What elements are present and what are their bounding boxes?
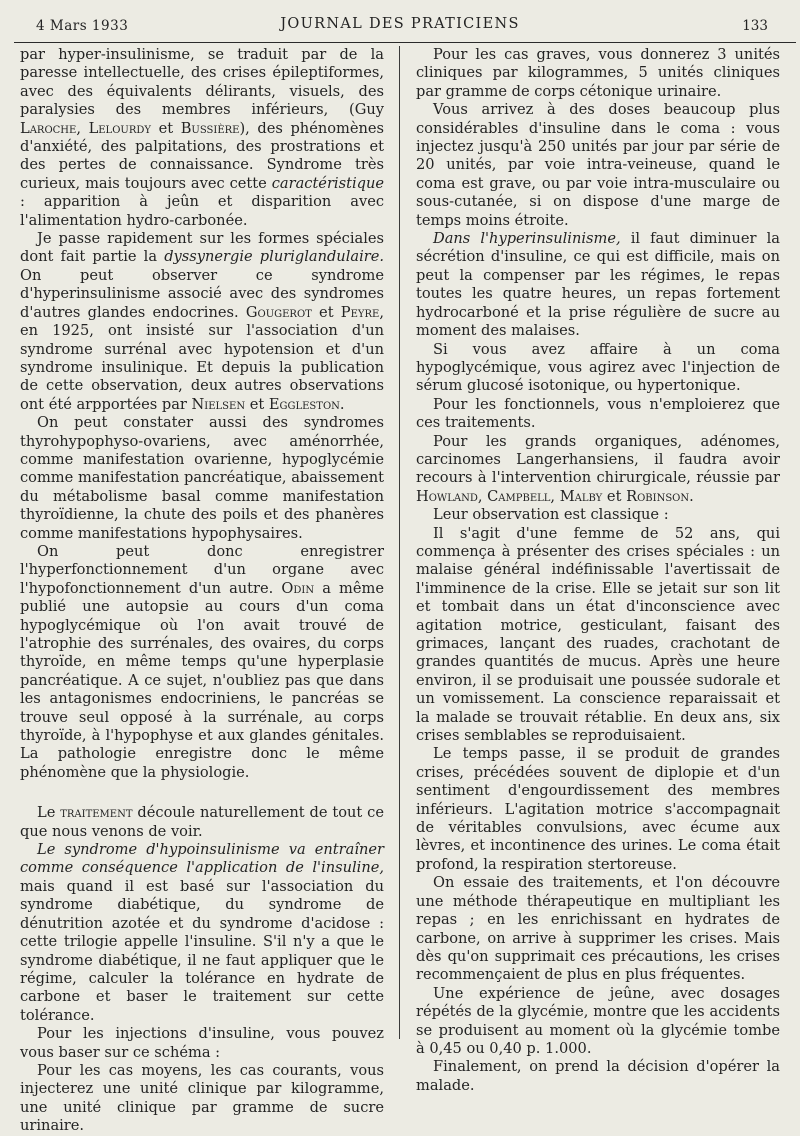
- column-divider: [399, 46, 400, 1039]
- left-column: [20, 46, 384, 1136]
- paragraph: On essaie des traitements, et l'on découvre une méthode thérapeutique en multipliant les repas ; en les enrichissant en hydrates de carbone, on arrive à supprimer les crises. Mais dès qu'on supprimait ces précautions, les crises recommençaient de plus en plus fréquentes.: [416, 874, 780, 984]
- paragraph: Le traitement découle naturellement de tout ce que nous venons de voir.: [20, 804, 384, 840]
- paragraph: Finalement, on prend la décision d'opérer la malade.: [416, 1058, 780, 1094]
- paragraph: par hyper-insulinisme, se traduit par de la paresse intellectuelle, des crises épileptiformes, avec des équivalents délirants, visuels, des paralysies des membres inférieurs, (Guy Laroche, Lelourdy et Bussière), des phénomènes d'anxiété, des palpitations, des prostrations et des pertes de connaissance. Syndrome très curieux, mais toujours avec cette caractéristique : apparition à jeûn et disparition avec l'alimentation hydro-carbonée.: [20, 46, 385, 229]
- paragraph: Vous arrivez à des doses beaucoup plus considérables d'insuline dans le coma : vous injectez jusqu'à 250 unités par jour par série de 20 unités, par voie intra-veineuse, quand le coma est grave, ou par voie intra-musculaire ou sous-cutanée, si on dispose d'une marge de temps moins étroite.: [416, 101, 780, 229]
- page-number: 133: [742, 18, 768, 34]
- paragraph: Dans l'hyperinsulinisme, il faut diminuer la sécrétion d'insuline, ce qui est difficile, mais on peut la compenser par les régimes, le repas toutes les quatre heures, un repas fortement hydrocarboné et la prise régulière de sucre au moment des malaises.: [416, 230, 780, 340]
- journal-title: JOURNAL DES PRATICIENS: [280, 16, 520, 32]
- paragraph: Si vous avez affaire à un coma hypoglycémique, vous agirez avec l'injection de sérum glucosé isotonique, ou hypertonique.: [416, 340, 780, 395]
- header-rule: [14, 42, 796, 43]
- paragraph: Pour les cas moyens, les cas courants, vous injecterez une unité clinique par kilogramme, une unité clinique par gramme de sucre urinaire.: [20, 1061, 384, 1135]
- page-header: [0, 14, 800, 38]
- paragraph: Il s'agit d'une femme de 52 ans, qui commença à présenter des crises spéciales : un malaise général indéfinissable l'avertissait de l'imminence de la crise. Elle se jetait sur son lit et tombait dans un état d'inconscience avec agitation motrice, gesticulant, faisant des grimaces, lançant des ruades, crachotant de grandes quantités de mucus. Après une heure environ, il se produisait une poussée sudorale et un vomissement. La conscience reparaissait et la malade se trouvait rétablie. En deux ans, six crises semblables se reproduisaient.: [416, 524, 780, 745]
- paragraph: Je passe rapidement sur les formes spéciales dont fait partie la dyssynergie pluriglandulaire. On peut observer ce syndrome d'hyperinsulinisme associé avec des syndromes d'autres glandes endocrines. Gougerot et Peyre, en 1925, ont insisté sur l'association d'un syndrome surrénal avec hypotension et d'un syndrome insulinique. Et depuis la publication de cette observation, deux autres observations ont été arpportées par Nielsen et Eggleston.: [20, 230, 384, 413]
- paragraph: Leur observation est classique :: [433, 506, 669, 524]
- paragraph: Pour les cas graves, vous donnerez 3 unités cliniques par kilogrammes, 5 unités cliniques par gramme de corps cétonique urinaire.: [416, 46, 780, 100]
- paragraph: Pour les fonctionnels, vous n'emploierez que ces traitements.: [416, 395, 780, 432]
- paragraph: On peut constater aussi des syndromes thyrohypophyso-ovariens, avec aménorrhée, comme manifestation ovarienne, hypoglycémie comme manifestation pancréatique, abaissement du métabolisme basal comme manifestation thyroïdienne, la chute des poils et des phanères comme manifestations hypophysaires.: [20, 414, 384, 542]
- paragraph: Pour les injections d'insuline, vous pouvez vous baser sur ce schéma :: [20, 1025, 384, 1061]
- paragraph: Le temps passe, il se produit de grandes crises, précédées souvent de diplopie et d'un sentiment d'engourdissement des membres inférieurs. L'agitation motrice s'accompagnait de véritables convulsions, avec écume aux lèvres, et incontinence des urines. Le coma était profond, la respiration stertoreuse.: [416, 745, 780, 873]
- paragraph: Le syndrome d'hypoinsulinisme va entraîner comme conséquence l'application de l'insuline, mais quand il est basé sur l'association du syndrome diabétique, du syndrome de dénutrition azotée et du syndrome d'acidose : cette trilogie appelle l'insuline. S'il n'y a que le syndrome diabétique, il ne faut appliquer que le régime, calculer la tolérance en hydrate de carbone et baser le traitement sur cette tolérance.: [20, 841, 384, 1024]
- paragraph: Une expérience de jeûne, avec dosages répétés de la glycémie, montre que les accidents se produisent au moment où la glycémie tombe à 0,45 ou 0,40 p. 1.000.: [416, 984, 780, 1057]
- issue-date: 4 Mars 1933: [36, 18, 129, 34]
- paragraph: Pour les grands organiques, adénomes, carcinomes Langerhansiens, il faudra avoir recours à l'intervention chirurgicale, réussie par Howland, Campbell, Malby et Robinson.: [416, 432, 780, 505]
- paragraph: On peut donc enregistrer l'hyperfonctionnement d'un organe avec l'hypofonctionnement d'un autre. Odin a même publié une autopsie au cours d'un coma hypoglycémique où l'on avait trouvé de l'atrophie des surrénales, des ovaires, du corps thyroïde, en même temps qu'une hyperplasie pancréatique. A ce sujet, n'oubliez pas que dans les antagonismes endocriniens, le pancréas se trouve seul opposé à la surrénale, au corps thyroïde, à l'hypophyse et aux glandes génitales. La pathologie enregistre donc le même phénomène que la physiologie.: [20, 542, 384, 781]
- right-column: [416, 46, 780, 1095]
